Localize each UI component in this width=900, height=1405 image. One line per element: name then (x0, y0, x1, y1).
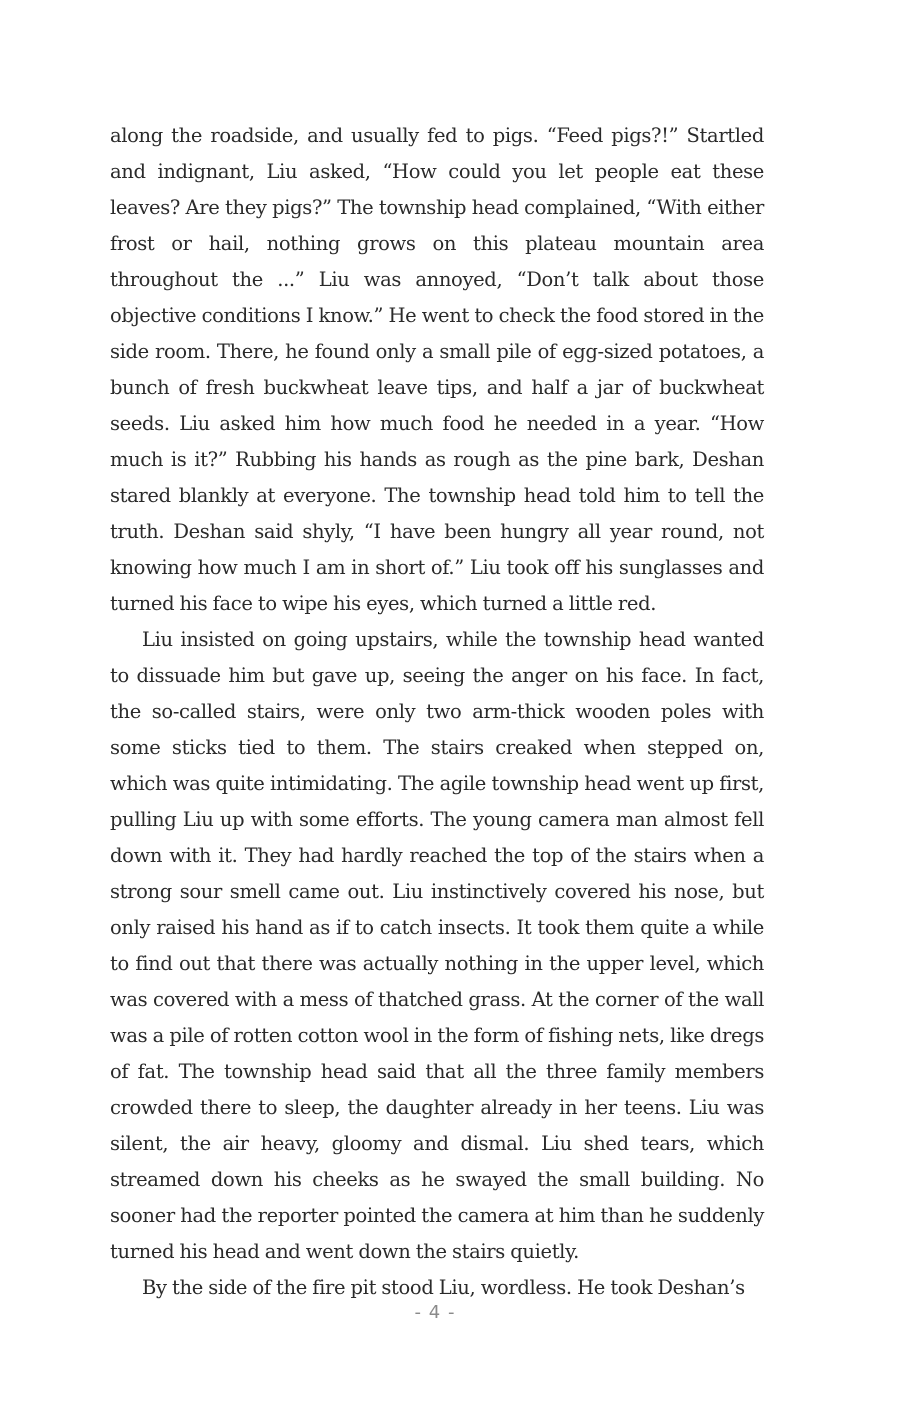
paragraph-2: Liu insisted on going upstairs, while the township head wanted to dissuade him but gave up, seeing the anger on his face. In fact, the so-called stairs, were only two arm-thick wooden poles with some sticks tied to them. The stairs creaked when stepped on, which was quite intimidating. The agile township head went up first, pulling Liu up with some efforts. The young camera man almost fell down with it. They had hardly reached the top of the stairs when a strong sour smell came out. Liu instinctively covered his nose, but only raised his hand as if to catch insects. It took them quite a while to find out that there was actually nothing in the upper level, which was covered with a mess of thatched grass. At the corner of the wall was a pile of rotten cotton wool in the form of fishing nets, like dregs of fat. The township head said that all the three family members crowded there to sleep, the daughter already in her teens. Liu was silent, the air heavy, gloomy and dismal. Liu shed tears, which streamed down his cheeks as he swayed the small building. No sooner had the reporter pointed the camera at him than he suddenly turned his head and went down the stairs quietly. (110, 628, 764, 1263)
paragraph-3: By the side of the fire pit stood Liu, wordless. He took Deshan’s (142, 1276, 745, 1299)
page-number: - 4 - (414, 1302, 456, 1323)
body-text (110, 118, 764, 1306)
paragraph-1: along the roadside, and usually fed to pigs. “Feed pigs?!” Startled and indignant, Liu asked, “How could you let people eat these leaves? Are they pigs?” The township head complained, “With either frost or hail, nothing grows on this plateau mountain area throughout the ...” Liu was annoyed, “Don’t talk about those objective conditions I know.” He went to check the food stored in the side room. There, he found only a small pile of egg-sized potatoes, a bunch of fresh buckwheat leave tips, and half a jar of buckwheat seeds. Liu asked him how much food he needed in a year. “How much is it?” Rubbing his hands as rough as the pine bark, Deshan stared blankly at everyone. The township head told him to tell the truth. Deshan said shyly, “I have been hungry all year round, not knowing how much I am in short of.” Liu took off his sunglasses and turned his face to wipe his eyes, which turned a little red. (110, 124, 764, 615)
